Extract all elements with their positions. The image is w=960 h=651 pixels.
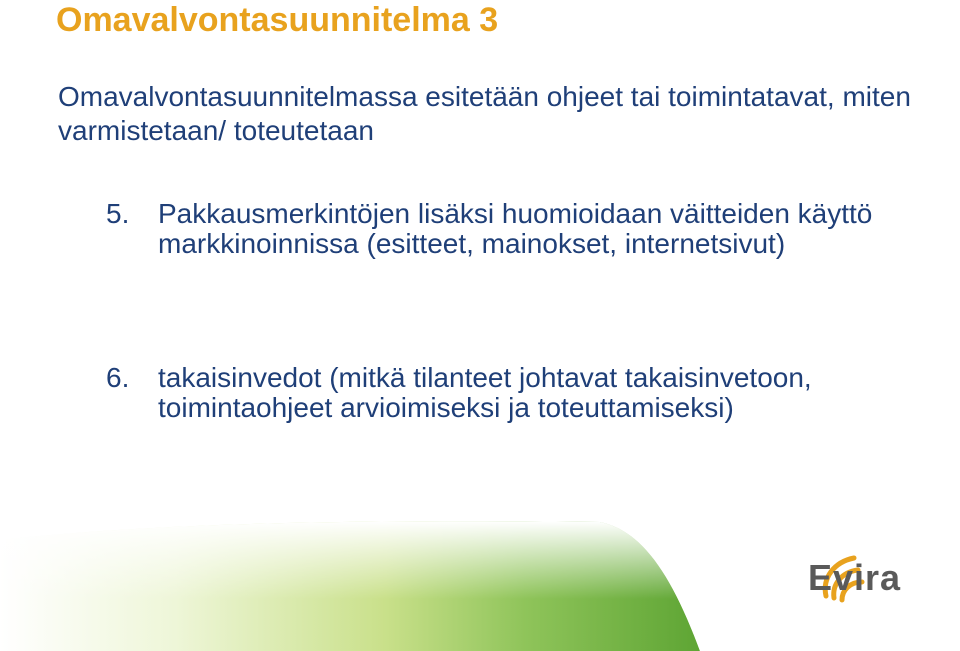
list-item-text: takaisinvedot (mitkä tilanteet johtavat takaisinvetoon, toimintaohjeet arvioimiseksi ja toteuttamiseksi): [158, 362, 812, 423]
list-item-text: Pakkausmerkintöjen lisäksi huomioidaan väitteiden käyttö markkinoinnissa (esitteet, mainokset, internetsivut): [158, 198, 873, 259]
list-item-number: 5.: [106, 198, 130, 229]
list-item: [106, 199, 926, 259]
slide-title: Omavalvontasuunnitelma 3: [56, 1, 499, 39]
list-item-number: 6.: [106, 362, 130, 393]
evira-logo-text: Evira: [808, 557, 902, 598]
intro-text: Omavalvontasuunnitelmassa esitetään ohjeet tai toimintatavat, miten varmistetaan/ toteutetaan: [58, 81, 911, 146]
list-item: [106, 363, 926, 423]
